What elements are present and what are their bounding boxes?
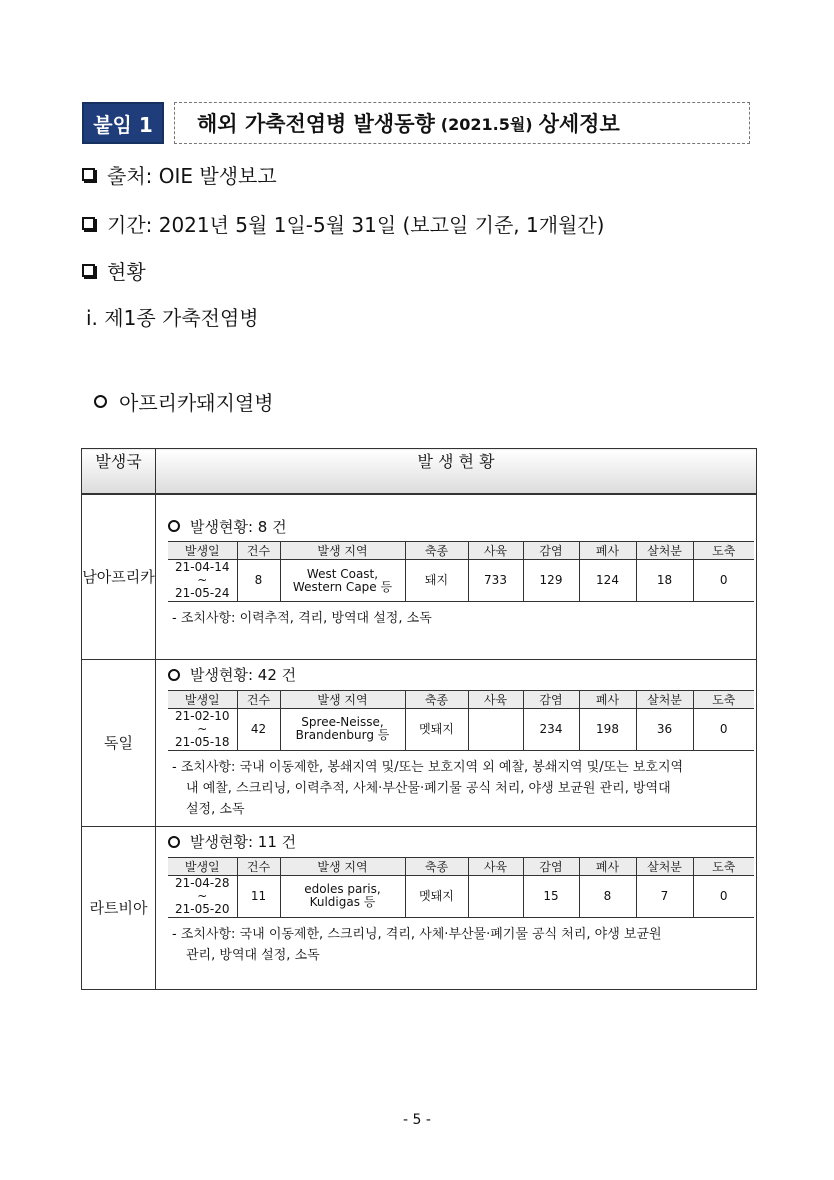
slaughtered-cell: 0: [719, 573, 728, 587]
sub-header: 건수: [237, 542, 280, 560]
infected-cell: 129: [523, 560, 579, 602]
slaughtered-cell: 0: [719, 888, 728, 903]
circle-bullet-icon: [168, 520, 180, 532]
region-line-1: West Coast,: [306, 566, 379, 581]
dead-cell: 8: [579, 875, 636, 917]
raised-cell: [468, 875, 523, 917]
date-to: 21-05-18: [175, 734, 230, 749]
date-tilde: ~: [197, 721, 208, 736]
stat-line: [168, 827, 748, 857]
date-cell: [168, 875, 237, 917]
region-line-1: Spree-Neisse,: [301, 715, 384, 729]
measure-line: 설정, 소독: [186, 801, 245, 817]
bullet-source: [82, 160, 277, 189]
sub-header: 살처분: [636, 690, 693, 708]
status-cell: [156, 659, 757, 826]
checkbox-square-icon: [82, 217, 95, 230]
category-text: ⅰ. 제1종 가축전염병: [86, 306, 259, 330]
country-cell: 라트비아: [82, 826, 156, 989]
sub-header: 발생일: [168, 542, 237, 560]
culled-cell: 18: [636, 560, 693, 602]
dead-cell: 198: [579, 708, 636, 750]
count-cell: 8: [237, 560, 280, 602]
sub-header: 폐사: [579, 542, 636, 560]
region-line-2: Western Cape 등: [292, 579, 393, 594]
detail-table: [168, 857, 754, 918]
date-from: 21-04-14: [175, 560, 230, 574]
sub-header: 발생 지역: [280, 690, 405, 708]
sub-header: 건수: [237, 690, 280, 708]
region-line-2: Kuldigas 등: [309, 895, 376, 909]
title-main: 해외 가축전염병 발생동향: [197, 112, 435, 136]
status-text: 현황: [107, 260, 146, 284]
status-cell: [156, 826, 757, 989]
measure-line: - 조치사항: 국내 이동제한, 스크리닝, 격리, 사체·부산물·폐기물 공식 처리, 야생 보균원: [172, 926, 662, 942]
detail-table: [168, 541, 754, 602]
region-cell: [280, 560, 405, 602]
date-tilde: ~: [197, 573, 208, 587]
region-cell: [280, 875, 405, 917]
date-from: 21-02-10: [175, 708, 230, 723]
sub-header: 축종: [405, 690, 468, 708]
outbreak-table: [81, 448, 757, 990]
slaughtered-cell: 0: [719, 721, 728, 736]
stat-text: 발생현황: 11 건: [190, 833, 297, 851]
period-text: 기간: 2021년 5월 1일-5월 31일 (보고일 기준, 1개월간): [107, 213, 605, 237]
infected-cell: 15: [523, 875, 579, 917]
measures-text: [168, 918, 748, 970]
title-period: (2021.5월): [440, 114, 533, 134]
bullet-status: [82, 256, 146, 285]
sub-header: 도축: [693, 542, 754, 560]
species-cell: 멧돼지: [405, 875, 468, 917]
sub-header: 발생 지역: [280, 857, 405, 875]
sub-header: 발생일: [168, 857, 237, 875]
disease-heading: [94, 387, 274, 416]
dead-cell: 124: [579, 560, 636, 602]
species-cell: 돼지: [405, 560, 468, 602]
sub-header: 폐사: [579, 690, 636, 708]
bullet-period: [82, 209, 604, 238]
raised-cell: [468, 708, 523, 750]
detail-table: [168, 690, 754, 751]
category-heading: [86, 302, 259, 331]
circle-bullet-icon: [94, 395, 107, 408]
table-row: [82, 826, 757, 989]
country-cell: 남아프리카: [82, 494, 156, 659]
sub-header: 축종: [405, 542, 468, 560]
circle-bullet-icon: [168, 669, 180, 681]
sub-header: 사육: [468, 690, 523, 708]
measure-line: - 조치사항: 이력추적, 격리, 방역대 설정, 소독: [172, 611, 432, 626]
sub-header: 도축: [693, 690, 754, 708]
sub-header: 발생 지역: [280, 542, 405, 560]
sub-header: 살처분: [636, 857, 693, 875]
page-number: - 5 -: [403, 1112, 431, 1128]
infected-cell: 234: [523, 708, 579, 750]
disease-text: 아프리카돼지열병: [119, 391, 274, 415]
sub-header: 사육: [468, 542, 523, 560]
date-to: 21-05-20: [175, 901, 230, 916]
sub-header: 축종: [405, 857, 468, 875]
date-cell: [168, 560, 237, 602]
date-from: 21-04-28: [175, 875, 230, 890]
measures-text: [168, 751, 748, 824]
stat-text: 발생현황: 8 건: [190, 517, 287, 536]
table-row: [82, 494, 757, 659]
date-cell: [168, 708, 237, 750]
country-cell: 독일: [82, 659, 156, 826]
measures-text: [168, 602, 748, 633]
page-title: [174, 102, 750, 144]
title-end: 상세정보: [538, 112, 620, 136]
header-country: 발생국: [82, 449, 156, 495]
sub-header: 살처분: [636, 542, 693, 560]
sub-header: 건수: [237, 857, 280, 875]
source-text: 출처: OIE 발생보고: [107, 164, 277, 188]
circle-bullet-icon: [168, 836, 180, 848]
species-cell: 멧돼지: [405, 708, 468, 750]
checkbox-square-icon: [82, 168, 95, 181]
count-cell: 11: [237, 875, 280, 917]
sub-header: 감염: [523, 542, 579, 560]
sub-header: 감염: [523, 857, 579, 875]
measure-line: 관리, 방역대 설정, 소독: [186, 947, 320, 963]
sub-header: 발생일: [168, 690, 237, 708]
count-cell: 42: [237, 708, 280, 750]
date-tilde: ~: [197, 888, 208, 903]
region-line-2: Brandenburg 등: [295, 728, 390, 742]
region-line-1: edoles paris,: [304, 882, 381, 896]
culled-cell: 36: [636, 708, 693, 750]
culled-cell: 7: [636, 875, 693, 917]
sub-header: 감염: [523, 690, 579, 708]
attachment-badge: 붙임 1: [82, 102, 164, 144]
stat-line: [168, 511, 748, 541]
header-status: 발 생 현 황: [156, 449, 757, 495]
title-row: [82, 102, 750, 144]
raised-cell: 733: [468, 560, 523, 602]
region-cell: [280, 708, 405, 750]
sub-header: 사육: [468, 857, 523, 875]
stat-line: [168, 660, 748, 690]
table-row: [82, 659, 757, 826]
sub-header: 폐사: [579, 857, 636, 875]
measure-line: - 조치사항: 국내 이동제한, 봉쇄지역 및/또는 보호지역 외 예찰, 봉쇄지역 및/또는 보호지역: [172, 759, 684, 775]
stat-text: 발생현황: 42 건: [190, 666, 297, 684]
checkbox-square-icon: [82, 264, 95, 277]
date-to: 21-05-24: [175, 586, 230, 600]
sub-header: 도축: [693, 857, 754, 875]
measure-line: 내 예찰, 스크리닝, 이력추적, 사체·부산물·폐기물 공식 처리, 야생 보균원 관리, 방역대: [186, 780, 671, 796]
status-cell: [156, 494, 757, 659]
